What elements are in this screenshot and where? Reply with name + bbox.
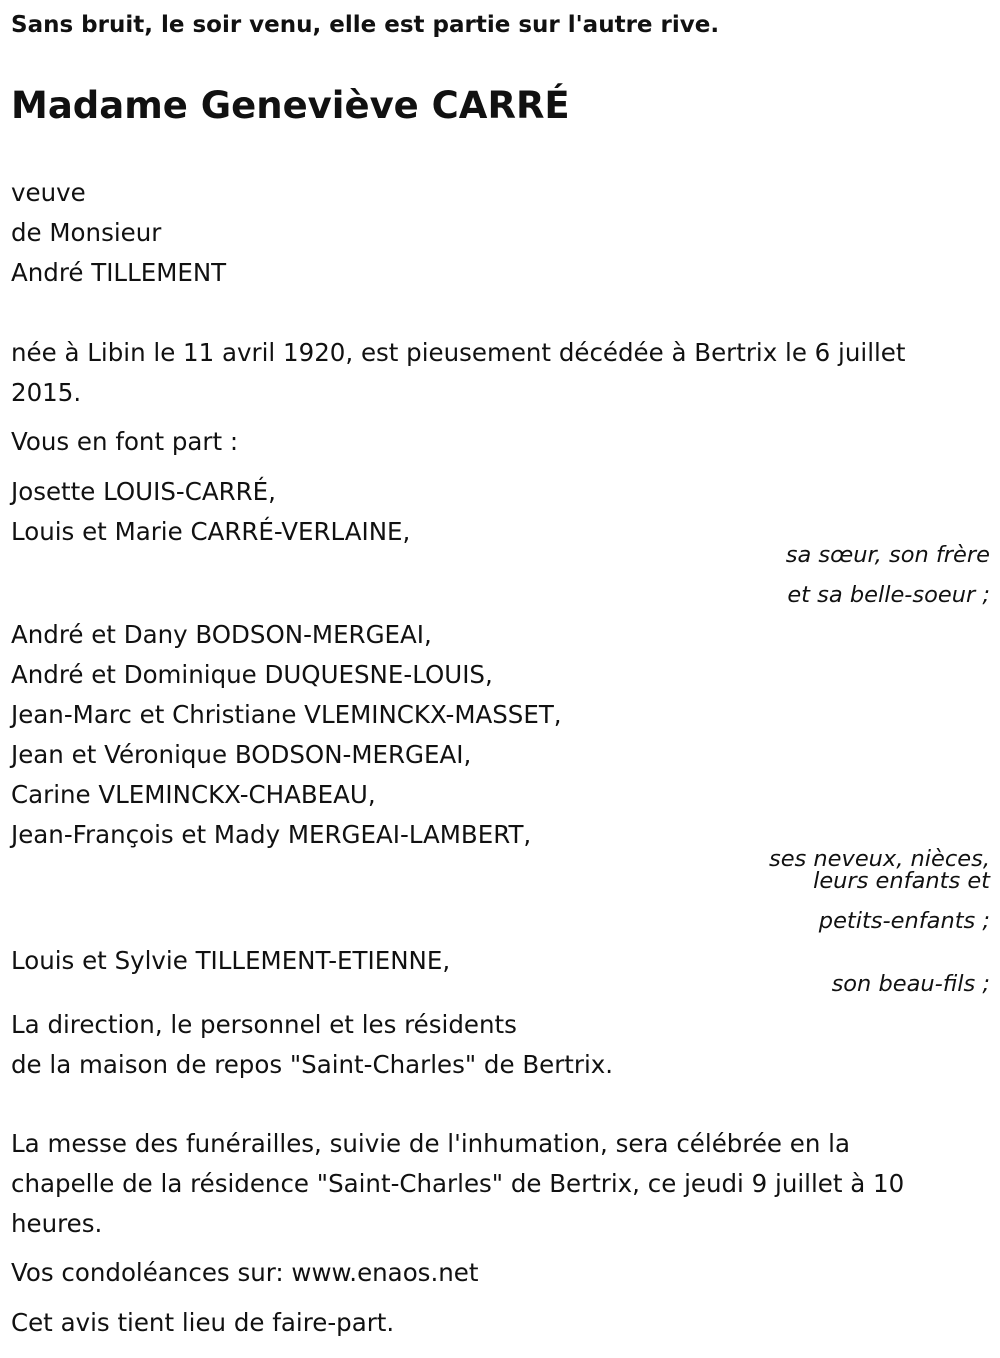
family-name-line: Carine VLEMINCKX-CHABEAU, [11, 780, 376, 809]
family-name-line: Louis et Sylvie TILLEMENT-ETIENNE, [11, 946, 451, 975]
notice-line: Cet avis tient lieu de faire-part. [11, 1308, 395, 1337]
family-name-line: Jean et Véronique BODSON-MERGEAI, [11, 740, 472, 769]
family-name-line: Louis et Marie CARRÉ-VERLAINE, [11, 517, 411, 546]
spouse-line-3: André TILLEMENT [11, 258, 227, 287]
deceased-name: Madame Geneviève CARRÉ [11, 84, 570, 127]
family-name-line: Jean-François et Mady MERGEAI-LAMBERT, [11, 820, 532, 849]
nephews-relation-line-3: petits-enfants ; [818, 908, 990, 934]
spouse-line-1: veuve [11, 178, 86, 207]
funeral-line-2: chapelle de la résidence "Saint-Charles" de Bertrix, ce jeudi 9 juillet à 10 [11, 1169, 905, 1198]
funeral-line-3: heures. [11, 1209, 103, 1238]
nephews-relation-line-2: leurs enfants et [813, 868, 990, 894]
siblings-relation-line-2: et sa belle-soeur ; [787, 582, 990, 608]
family-name-line: André et Dominique DUQUESNE-LOUIS, [11, 660, 493, 689]
siblings-relation-line-1: sa sœur, son frère [785, 542, 990, 568]
spouse-line-2: de Monsieur [11, 218, 162, 247]
family-name-line: Josette LOUIS-CARRÉ, [11, 477, 276, 506]
intro-line: Vous en font part : [11, 427, 239, 456]
care-home-line-2: de la maison de repos "Saint-Charles" de Bertrix. [11, 1050, 614, 1079]
nephews-relation-line-1: ses neveux, nièces, [768, 846, 990, 872]
stepson-relation: son beau-fils ; [831, 971, 990, 997]
birth-death-line-2: 2015. [11, 378, 82, 407]
birth-death-line-1: née à Libin le 11 avril 1920, est pieusement décédée à Bertrix le 6 juillet [11, 338, 906, 367]
care-home-line-1: La direction, le personnel et les résidents [11, 1010, 517, 1039]
funeral-line-1: La messe des funérailles, suivie de l'inhumation, sera célébrée en la [11, 1129, 850, 1158]
motto: Sans bruit, le soir venu, elle est partie sur l'autre rive. [11, 12, 720, 38]
condolences-line: Vos condoléances sur: www.enaos.net [11, 1258, 479, 1287]
family-name-line: Jean-Marc et Christiane VLEMINCKX-MASSET, [11, 700, 562, 729]
family-name-line: André et Dany BODSON-MERGEAI, [11, 620, 432, 649]
